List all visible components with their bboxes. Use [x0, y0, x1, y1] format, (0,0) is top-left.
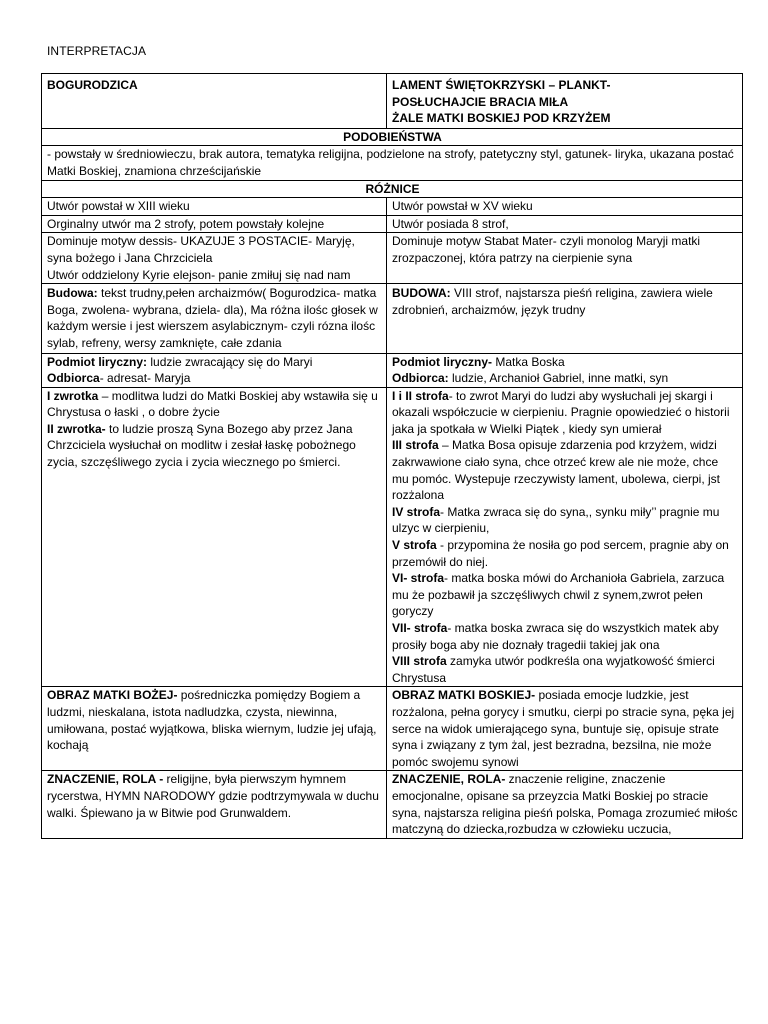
similarities-row	[42, 146, 743, 180]
motif-right: Dominuje motyw Stabat Mater- czyli monolog Maryji matki zrozpaczonej, która patrzy na cierpienie syna	[387, 233, 743, 284]
stanza-right-1	[392, 388, 738, 438]
subject-right-line-1	[392, 354, 738, 371]
recipient-right-label: Odbiorca:	[392, 371, 449, 386]
stanza-left-2-label: II zwrotka-	[47, 421, 106, 436]
century-left: Utwór powstał w XIII wieku	[42, 198, 387, 216]
recipient-left-label: Odbiorca	[47, 371, 100, 386]
century-right: Utwór powstał w XV wieku	[387, 198, 743, 216]
meaning-right-text: znaczenie religine, znaczenie emocjonalne, opisane sa przeyzcia Matki Boskiej po stracie syna, najstarsza religina pieśń polska, Pomaga zrozumieć miłośc matczyną do dziecka,rozbudza w człowieku uczucia,	[392, 772, 738, 837]
stanza-right-5-text: - matka boska mówi do Archanioła Gabriela, zarzuca mu że pozbawił ja szczęśliwych chwil z synem,zwrot pełen goryczy	[392, 571, 725, 619]
subject-left-line-1	[47, 354, 382, 371]
recipient-right-text: ludzie, Archanioł Gabriel, inne matki, syn	[448, 371, 669, 386]
stanza-right-7-label: VIII strofa	[392, 654, 447, 669]
strophes-left: Orginalny utwór ma 2 strofy, potem powstały kolejne	[42, 215, 387, 233]
table-row	[42, 233, 743, 284]
stanza-right-4	[392, 537, 738, 570]
similarities-heading: PODOBIEŃSTWA	[42, 128, 743, 146]
differences-heading: RÓŻNICE	[42, 180, 743, 198]
stanza-right-5	[392, 570, 738, 620]
stanza-left-1-text: – modlitwa ludzi do Matki Boskiej aby wstawiła się u Chrystusa o łaski , o dobre życie	[47, 388, 378, 420]
table-row	[42, 771, 743, 838]
stanza-right-6-label: VII- strofa	[392, 621, 448, 635]
table-header-row	[42, 74, 743, 129]
meaning-right-label: ZNACZENIE, ROLA-	[392, 772, 506, 787]
similarities-text: - powstały w średniowieczu, brak autora, tematyka religijna, podzielone na strofy, patetyczny styl, gatunek- liryka, ukazana postać Matki Boskiej, znamiona chrześcijańskie	[42, 146, 743, 180]
header-right-line-1: LAMENT ŚWIĘTOKRZYSKI – PLANKT-	[392, 78, 611, 92]
structure-right-text: VIII strof, najstarsza pieśń religina, zawiera wiele zdrobnień, archaizmów, język trudny	[392, 286, 713, 317]
header-bogurodzica	[42, 74, 387, 129]
image-right-label: OBRAZ MATKI BOSKIEJ-	[392, 688, 536, 703]
table-row	[42, 284, 743, 353]
structure-left	[42, 284, 387, 353]
strophes-right: Utwór posiada 8 strof,	[387, 215, 743, 233]
meaning-left	[42, 771, 387, 838]
meaning-right	[387, 771, 743, 838]
stanzas-left	[42, 387, 387, 687]
comparison-table	[41, 73, 743, 839]
document-title: INTERPRETACJA	[47, 44, 147, 58]
table-row	[42, 387, 743, 687]
structure-right	[387, 284, 743, 353]
table-row	[42, 198, 743, 216]
stanza-right-4-label: V strofa	[392, 538, 437, 553]
header-left-title: BOGURODZICA	[47, 78, 138, 92]
header-right-line-2: POSŁUCHAJCIE BRACIA MIŁA	[392, 94, 569, 109]
subject-right-text: Matka Boska	[492, 354, 565, 369]
stanza-right-5-label: VI- strofa	[392, 571, 445, 586]
image-left-text: pośredniczka pomiędzy Bogiem a ludzmi, nieskalana, istota nadludzka, czysta, niewinna, umiłowana, postać wyjątkowa, bliska wiernym, ludzie jej ufają, kochają	[47, 688, 377, 753]
image-left-label: OBRAZ MATKI BOŻEJ-	[47, 688, 178, 703]
stanza-right-2-text: – Matka Bosa opisuje zdarzenia pod krzyżem, widzi zakrwawione ciało syna, chce otrzeć krew ale nie może, chce mu pomóc. Wystepuje rzeczywisty lament, ubolewa, cierpi, jst rozżalona	[392, 438, 721, 503]
image-of-mary-left	[42, 687, 387, 771]
stanza-right-3	[392, 504, 738, 537]
recipient-left-text: - adresat- Maryja	[99, 371, 191, 386]
stanza-right-4-text: - przypomina że nosiła go pod sercem, pragnie aby on przemówił do niej.	[392, 538, 729, 569]
stanza-left-1-label: I zwrotka	[47, 388, 99, 403]
header-lament	[387, 74, 743, 129]
differences-heading-row	[42, 180, 743, 198]
motif-left-line-2: Utwór oddzielony Kyrie elejson- panie zmiłuj się nad nam	[47, 267, 351, 282]
stanza-right-6-text: - matka boska zwraca się do wszystkich matek aby prosiły boga aby nie doznały tragedii takiej jak ona	[392, 621, 719, 652]
table-row	[42, 353, 743, 387]
stanzas-right	[387, 387, 743, 687]
similarities-heading-row	[42, 128, 743, 146]
table-row	[42, 687, 743, 771]
image-of-mary-right	[387, 687, 743, 771]
stanza-right-3-text: - Matka zwraca się do syna,, synku miły’’ pragnie mu ulzyc w cierpieniu,	[392, 504, 720, 536]
stanza-right-3-label: IV strofa	[392, 504, 441, 519]
subject-right	[387, 353, 743, 387]
image-right-text: posiada emocje ludzkie, jest rozżalona, pełna gorycy i smutku, cierpi po stracie syna, pęka jej serce na widok umierającego syna, buntuje się, opisuje strate syna i związany z tym żal, jest bezradna, bezsilna, nie może pomóc swojemu synowi	[392, 688, 735, 769]
motif-left-line-1: Dominuje motyw dessis- UKAZUJE 3 POSTACIE- Maryję, syna bożego i Jana Chrzciciela	[47, 234, 355, 265]
stanza-right-6	[392, 620, 738, 653]
structure-left-text: tekst trudny,pełen archaizmów( Bogurodzica- matka Boga, zwolena- wybrana, dziela- dla), Ma różna ilośc głosek w każdym wersie i jest wierszem asylabicznym- czyli rózna ilośc sylab, refreny, wersy zamknięte, całe zdania	[47, 286, 378, 350]
subject-left-line-2	[47, 370, 382, 387]
stanza-right-1-text: - to zwrot Maryi do ludzi aby wysłuchali jej skargi i okazali współczucie w cierpieniu. Pragnie opowiedzieć o historii jaka ja spotkała w Wielki Piątek , kiedy syn umierał	[392, 388, 730, 436]
meaning-left-label: ZNACZENIE, ROLA -	[47, 772, 164, 787]
table-row	[42, 215, 743, 233]
meaning-left-text: religijne, była pierwszym hymnem rycerstwa, HYMN NARODOWY gdzie podtrzymywala w duchu walki. Śpiewano ja w Bitwie pod Grunwaldem.	[47, 772, 379, 820]
stanza-left-2-text: to ludzie proszą Syna Bozego aby przez Jana Chrzciciela wysłuchał on modlitw i zesłał łaskę pobożnego zycia, szczęśliwego zycia i zycia wiecznego po śmierci.	[47, 421, 356, 470]
stanza-right-1-label: I i II strofa	[392, 388, 449, 403]
stanza-left-1	[47, 388, 382, 421]
stanza-left-2	[47, 421, 382, 471]
motif-left	[42, 233, 387, 284]
stanza-right-2-label: III strofa	[392, 438, 439, 453]
structure-left-label: Budowa:	[47, 286, 98, 301]
subject-left-text: ludzie zwracający się do Maryi	[147, 354, 313, 369]
subject-left-label: Podmiot liryczny:	[47, 354, 148, 369]
subject-right-line-2	[392, 370, 738, 387]
structure-right-label: BUDOWA:	[392, 286, 451, 301]
stanza-right-7	[392, 653, 738, 686]
subject-left	[42, 353, 387, 387]
stanza-right-2	[392, 437, 738, 503]
subject-right-label: Podmiot liryczny-	[392, 354, 493, 369]
header-right-line-3: ŻALE MATKI BOSKIEJ POD KRZYŻEM	[392, 111, 611, 126]
stanza-right-7-text: zamyka utwór podkreśla ona wyjatkowość śmierci Chrystusa	[392, 654, 715, 685]
